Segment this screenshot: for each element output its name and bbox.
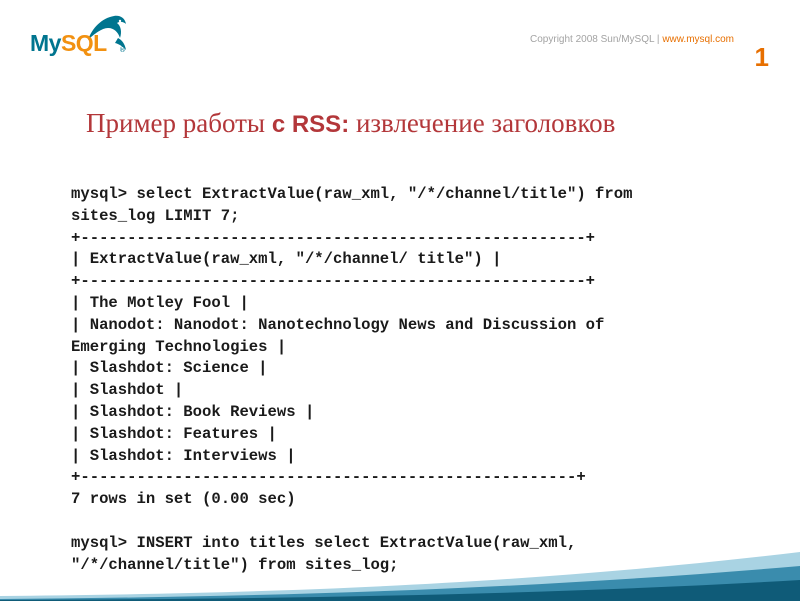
- registered-mark: ®: [119, 46, 126, 54]
- title-part-2: с RSS:: [271, 111, 350, 138]
- title-part-3: извлечение заголовков: [349, 108, 616, 138]
- code-line: | Slashdot: Science |: [71, 359, 268, 378]
- code-line: +------------------------------------------------------+: [71, 228, 596, 247]
- code-line: +-----------------------------------------------------+: [71, 468, 586, 487]
- code-line: | ExtractValue(raw_xml, "/*/channel/ title") |: [71, 250, 502, 269]
- code-line: sites_log LIMIT 7;: [71, 206, 240, 225]
- wave-decoration: [0, 540, 800, 601]
- slide-title: [86, 108, 786, 139]
- code-block: [71, 184, 771, 576]
- code-line: | Slashdot |: [71, 381, 184, 400]
- code-line: | Nanodot: Nanodot: Nanotechnology News and Discussion of: [71, 315, 605, 334]
- logo-wordmark: [30, 32, 107, 55]
- code-line: +------------------------------------------------------+: [71, 272, 596, 291]
- copyright-text: Copyright 2008 Sun/MySQL: [530, 34, 655, 45]
- code-line: mysql> select ExtractValue(raw_xml, "/*/channel/title") from: [71, 185, 633, 203]
- code-line: "/*/channel/title") from sites_log;: [71, 555, 399, 574]
- mysql-logo: [30, 10, 130, 60]
- code-line: 7 rows in set (0.00 sec): [71, 490, 296, 509]
- title-part-1: Пример работы: [86, 108, 272, 138]
- logo-my: My: [30, 30, 61, 56]
- code-line: | Slashdot: Features |: [71, 424, 277, 443]
- code-line: Emerging Technologies |: [71, 337, 287, 356]
- code-line: | The Motley Fool |: [71, 293, 249, 312]
- page-number: 1: [754, 42, 769, 72]
- code-line: mysql> INSERT into titles select ExtractValue(raw_xml,: [71, 533, 577, 552]
- code-line: [71, 511, 771, 533]
- code-line: | Slashdot: Book Reviews |: [71, 402, 315, 421]
- copyright-separator: |: [654, 34, 663, 45]
- copyright-notice: [530, 34, 734, 45]
- logo-sql: SQL: [60, 30, 107, 56]
- website-link[interactable]: www.mysql.com: [662, 34, 734, 45]
- code-line: | Slashdot: Interviews |: [71, 446, 296, 465]
